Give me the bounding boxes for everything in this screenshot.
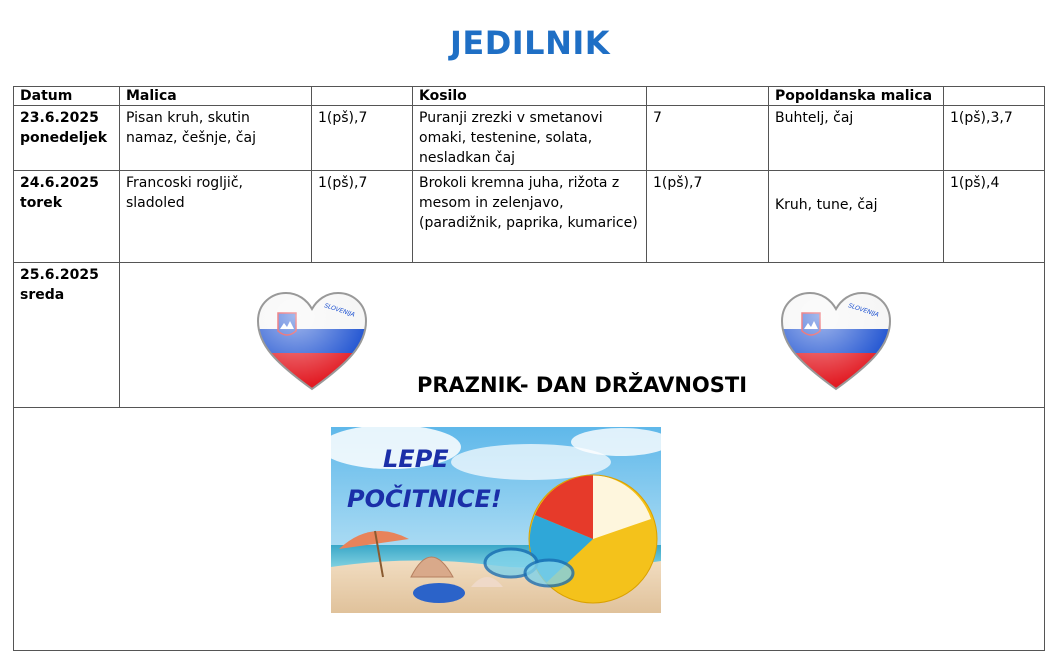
table-row — [14, 171, 1045, 263]
header-malica-allergens — [312, 87, 413, 106]
date-cell — [14, 263, 120, 408]
table-row — [14, 106, 1045, 171]
header-popoldanska: Popoldanska malica — [769, 87, 944, 106]
heart-label: SLOVENIJA — [847, 302, 880, 319]
popoldanska-cell: Buhtelj, čaj — [769, 106, 944, 171]
malica-allergens-cell: 1(pš),7 — [312, 106, 413, 171]
holiday-title: PRAZNIK- DAN DRŽAVNOSTI — [416, 373, 748, 397]
date: 24.6.2025 — [20, 175, 99, 191]
date-cell — [14, 171, 120, 263]
date: 23.6.2025 — [20, 110, 99, 126]
popoldanska-allergens-cell: 1(pš),3,7 — [944, 106, 1045, 171]
header-popoldanska-allergens — [944, 87, 1045, 106]
header-datum: Datum — [14, 87, 120, 106]
weekday: torek — [20, 195, 63, 211]
vacation-row — [14, 408, 1045, 651]
popoldanska-cell — [769, 171, 944, 263]
header-kosilo-allergens — [647, 87, 769, 106]
kosilo-allergens-cell: 7 — [647, 106, 769, 171]
kosilo-cell: Puranji zrezki v smetanovi omaki, testenine, solata, nesladkan čaj — [413, 106, 647, 171]
malica-cell: Francoski rogljič, sladoled — [120, 171, 312, 263]
menu-table — [13, 86, 1045, 651]
header-malica: Malica — [120, 87, 312, 106]
popoldanska-text: Kruh, tune, čaj — [775, 197, 878, 213]
date-cell — [14, 106, 120, 171]
malica-allergens-cell: 1(pš),7 — [312, 171, 413, 263]
banner-line1: LEPE — [383, 445, 449, 473]
holiday-row — [14, 263, 1045, 408]
weekday: ponedeljek — [20, 130, 108, 146]
kosilo-allergens-cell: 1(pš),7 — [647, 171, 769, 263]
banner-line2: POČITNICE! — [347, 485, 502, 513]
popoldanska-allergens-cell: 1(pš),4 — [944, 171, 1045, 263]
kosilo-cell: Brokoli kremna juha, rižota z mesom in zelenjavo, (paradižnik, paprika, kumarice) — [413, 171, 647, 263]
vacation-cell — [14, 408, 1045, 651]
page-title: JEDILNIK — [449, 24, 611, 62]
vacation-banner-image — [331, 427, 661, 613]
header-row — [14, 87, 1045, 106]
weekday: sreda — [20, 287, 65, 303]
malica-cell: Pisan kruh, skutin namaz, češnje, čaj — [120, 106, 312, 171]
date: 25.6.2025 — [20, 267, 99, 283]
header-kosilo: Kosilo — [413, 87, 647, 106]
heart-label: SLOVENIJA — [323, 302, 356, 319]
holiday-cell — [120, 263, 1045, 408]
